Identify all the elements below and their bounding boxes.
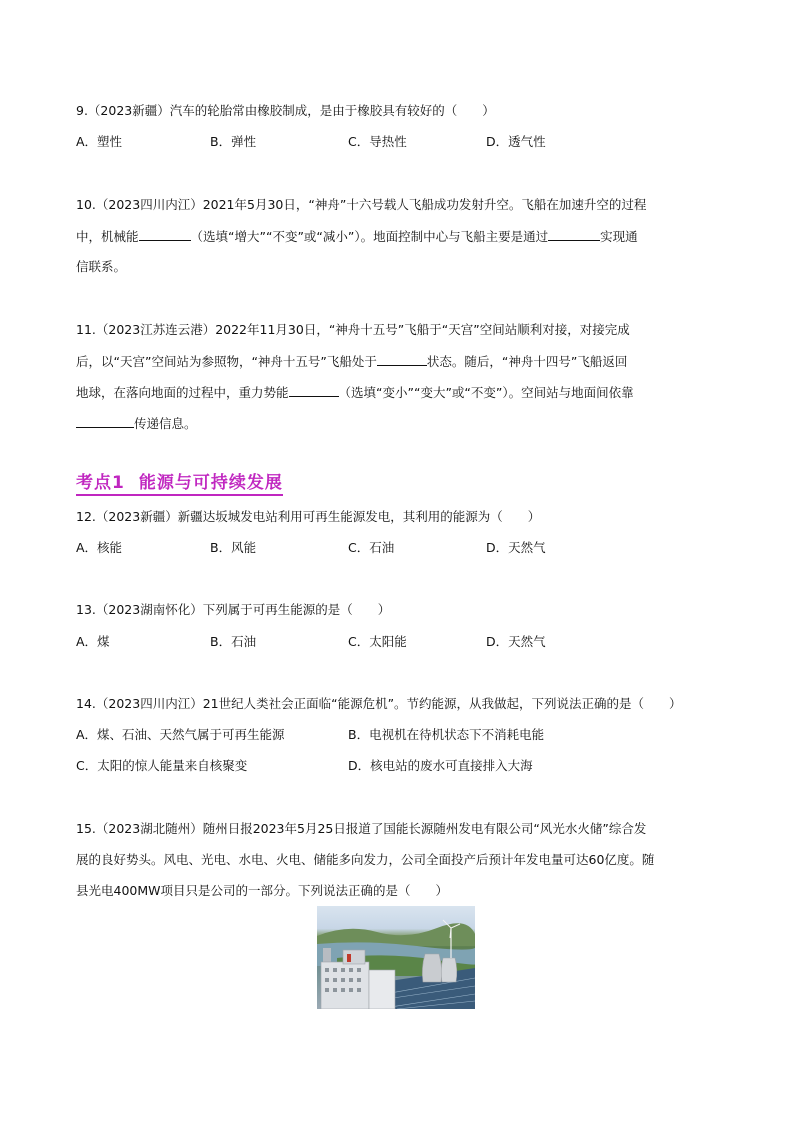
q10-line1: 10.（2023四川内江）2021年5月30日，“神舟”十六号载人飞船成功发射升空。飞船在加速升空的过程 <box>76 197 647 212</box>
q11-blank-1 <box>377 353 427 366</box>
q13-option-d: D．天然气 <box>486 634 546 649</box>
q14-option-b: B．电视机在待机状态下不消耗电能 <box>348 727 545 742</box>
q11-line3-a: 地球，在落向地面的过程中，重力势能 <box>76 385 289 400</box>
q12-option-a: A．核能 <box>76 540 123 555</box>
q13-option-c: C．太阳能 <box>348 634 407 649</box>
section-title: 能源与可持续发展 <box>138 473 283 493</box>
q9-option-c: C．导热性 <box>348 134 407 149</box>
q12-option-c: C．石油 <box>348 540 395 555</box>
q11-line2-b: 状态。随后，“神舟十四号”飞船返回 <box>426 354 628 369</box>
q11-blank-3 <box>76 415 134 428</box>
section-heading <box>76 468 283 496</box>
energy-base-photo <box>317 906 475 1009</box>
q10-line2-c: 实现通 <box>600 229 638 244</box>
q13-stem: 13.（2023湖南怀化）下列属于可再生能源的是（ ） <box>76 602 391 617</box>
q9-stem: 9.（2023新疆）汽车的轮胎常由橡胶制成，是由于橡胶具有较好的（ ） <box>76 103 495 118</box>
q11-line3-b: （选填“变小”“变大”或“不变”）。空间站与地面间依靠 <box>338 385 634 400</box>
q11-line2-a: 后，以“天宫”空间站为参照物，“神舟十五号”飞船处于 <box>76 354 377 369</box>
energy-base-illustration <box>317 906 475 1009</box>
q11-line3 <box>76 384 634 401</box>
q9-option-a: A．塑性 <box>76 134 123 149</box>
q11-line4-text: 传递信息。 <box>134 416 197 431</box>
q11-line2 <box>76 353 627 370</box>
q10-line2 <box>76 228 638 245</box>
q15-line2: 展的良好势头。风电、光电、水电、火电、储能多向发力，公司全面投产后预计年发电量可达60亿度。随 <box>76 852 655 867</box>
q11-line1: 11.（2023江苏连云港）2022年11月30日，“神舟十五号”飞船于“天宫”空间站顺利对接，对接完成 <box>76 322 630 337</box>
q13-option-b: B．石油 <box>210 634 257 649</box>
q10-line2-a: 中，机械能 <box>76 229 139 244</box>
q10-line3: 信联系。 <box>76 259 127 274</box>
q12-option-d: D．天然气 <box>486 540 546 555</box>
q9-option-b: B．弹性 <box>210 134 257 149</box>
q11-line4 <box>76 415 197 432</box>
q13-option-a: A．煤 <box>76 634 110 649</box>
q10-line2-b: （选填“增大”“不变”或“减小”）。地面控制中心与飞船主要是通过 <box>190 229 549 244</box>
q15-line3: 县光电400MW项目只是公司的一部分。下列说法正确的是（ ） <box>76 883 449 898</box>
q14-stem: 14.（2023四川内江）21世纪人类社会正面临“能源危机”。节约能源，从我做起，下列说法正确的是（ ） <box>76 696 682 711</box>
q14-option-c: C．太阳的惊人能量来自核聚变 <box>76 758 248 773</box>
q10-blank-2 <box>548 228 600 241</box>
q10-blank-1 <box>139 228 191 241</box>
q14-option-d: D．核电站的废水可直接排入大海 <box>348 758 533 773</box>
q12-option-b: B．风能 <box>210 540 257 555</box>
q15-line1: 15.（2023湖北随州）随州日报2023年5月25日报道了国能长源随州发电有限公司“风光水火储”综合发 <box>76 821 647 836</box>
q12-stem: 12.（2023新疆）新疆达坂城发电站利用可再生能源发电，其利用的能源为（ ） <box>76 509 541 524</box>
q14-option-a: A．煤、石油、天然气属于可再生能源 <box>76 727 285 742</box>
q11-blank-2 <box>289 384 339 397</box>
section-label: 考点1 <box>76 473 125 493</box>
q9-option-d: D．透气性 <box>486 134 546 149</box>
